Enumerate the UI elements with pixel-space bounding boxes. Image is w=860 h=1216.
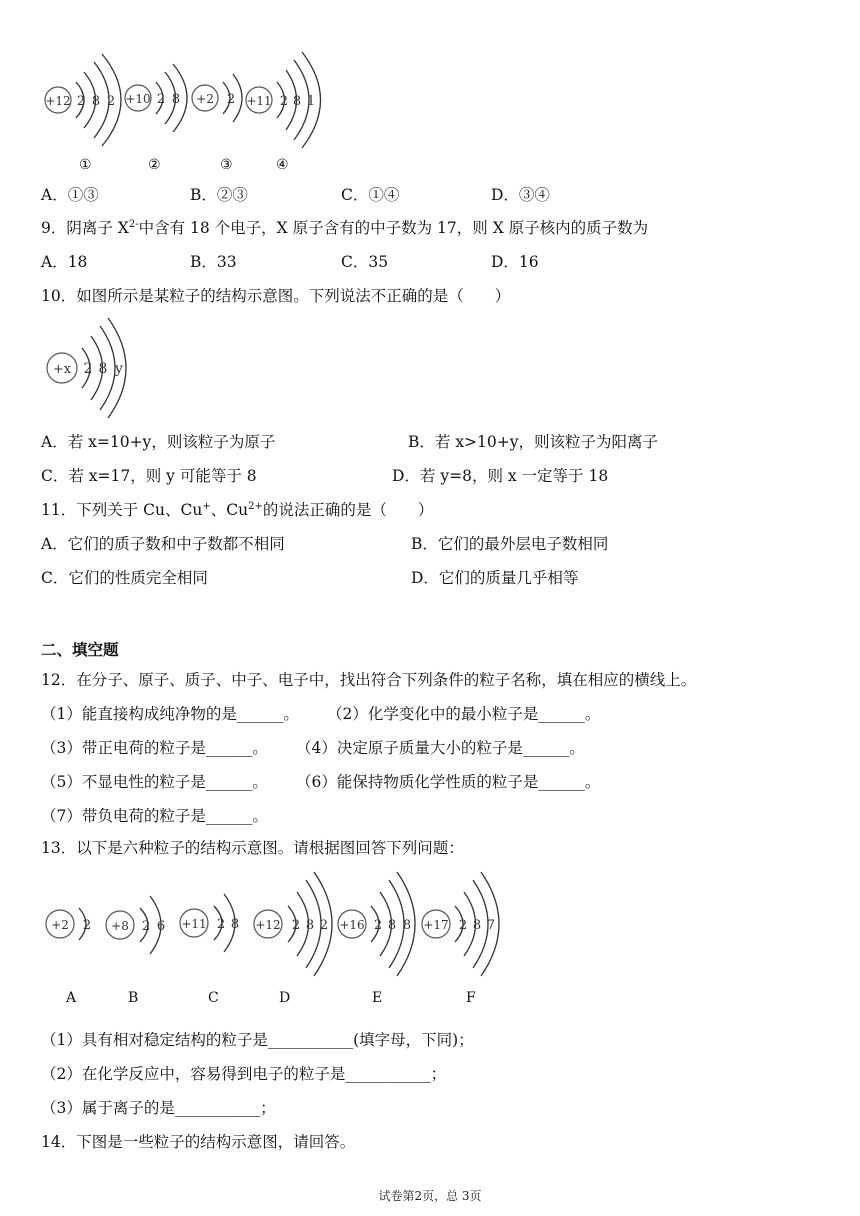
svg-text:2: 2 bbox=[458, 918, 468, 933]
svg-text:8: 8 bbox=[91, 94, 101, 109]
figure-label-4: ④ bbox=[276, 157, 289, 173]
q12-item-7: （7）带负电荷的粒子是______。 bbox=[41, 807, 268, 825]
q13-diagram-a bbox=[45, 902, 95, 946]
svg-text:8: 8 bbox=[171, 92, 181, 107]
atom-diagram-1 bbox=[44, 60, 114, 144]
q13-question-1: （1）具有相对稳定结构的粒子是___________(填字母，下同)； bbox=[41, 1031, 474, 1049]
q11-stem bbox=[41, 500, 433, 520]
q13-label-a: A bbox=[66, 990, 77, 1006]
svg-text:8: 8 bbox=[402, 918, 412, 933]
q9-charge: 2- bbox=[128, 218, 139, 230]
q13-question-3: （3）属于离子的是___________； bbox=[41, 1099, 276, 1117]
q11-charge-1: + bbox=[202, 500, 211, 512]
svg-text:8: 8 bbox=[230, 917, 240, 932]
q12-stem: 12．在分子、原子、质子、中子、电子中，找出符合下列条件的粒子名称，填在相应的横线上。 bbox=[41, 671, 697, 689]
svg-text:8: 8 bbox=[305, 918, 315, 933]
q8-option-b[interactable]: B．②③ bbox=[190, 186, 248, 204]
q13-question-2: （2）在化学反应中，容易得到电子的粒子是___________； bbox=[41, 1065, 447, 1083]
svg-text:+8: +8 bbox=[111, 919, 129, 933]
q8-option-d[interactable]: D．③④ bbox=[491, 186, 550, 204]
q9-option-b[interactable]: B．33 bbox=[190, 253, 237, 271]
svg-text:1: 1 bbox=[306, 94, 316, 109]
q11-option-b[interactable]: B．它们的最外层电子数相同 bbox=[411, 535, 609, 553]
q13-diagram-d bbox=[252, 876, 332, 972]
svg-text:8: 8 bbox=[387, 918, 397, 933]
q9-stem bbox=[41, 218, 648, 238]
svg-text:2: 2 bbox=[156, 92, 166, 107]
svg-text:2: 2 bbox=[279, 94, 289, 109]
q13-diagram-c bbox=[178, 888, 248, 958]
q11-stem-post: 的说法正确的是（ ） bbox=[262, 501, 434, 519]
q13-label-c: C bbox=[208, 990, 219, 1006]
svg-text:+2: +2 bbox=[51, 918, 69, 932]
q12-item-5: （5）不显电性的粒子是______。 bbox=[41, 773, 268, 791]
q10-option-a[interactable]: A．若 x=10+y，则该粒子为原子 bbox=[41, 433, 276, 451]
figure-label-2: ② bbox=[148, 157, 161, 173]
q12-item-4: （4）决定原子质量大小的粒子是______。 bbox=[296, 739, 585, 757]
atom-diagram-2 bbox=[123, 68, 183, 128]
svg-text:8: 8 bbox=[472, 918, 482, 933]
svg-text:+11: +11 bbox=[246, 94, 272, 108]
q11-option-d[interactable]: D．它们的质量几乎相等 bbox=[411, 569, 579, 587]
svg-text:+11: +11 bbox=[181, 917, 207, 931]
svg-text:+16: +16 bbox=[339, 918, 365, 932]
q9-stem-post: 中含有 18 个电子，X 原子含有的中子数为 17，则 X 原子核内的质子数为 bbox=[138, 219, 649, 237]
q10-option-b[interactable]: B．若 x>10+y，则该粒子为阳离子 bbox=[408, 433, 659, 451]
q14-stem: 14．下图是一些粒子的结构示意图，请回答。 bbox=[41, 1133, 356, 1151]
atom-diagram-3 bbox=[191, 76, 241, 120]
svg-text:2: 2 bbox=[83, 361, 93, 377]
svg-text:2: 2 bbox=[82, 918, 92, 933]
q13-label-f: F bbox=[466, 990, 476, 1006]
q13-stem: 13．以下是六种粒子的结构示意图。请根据图回答下列问题： bbox=[41, 839, 464, 857]
svg-text:+2: +2 bbox=[196, 92, 214, 106]
svg-text:2: 2 bbox=[76, 94, 86, 109]
q12-item-3: （3）带正电荷的粒子是______。 bbox=[41, 739, 268, 757]
q11-option-a[interactable]: A．它们的质子数和中子数都不相同 bbox=[41, 535, 285, 553]
q10-particle-diagram bbox=[44, 318, 134, 418]
q9-stem-pre: 9．阴离子 X bbox=[41, 219, 129, 237]
svg-text:2: 2 bbox=[106, 94, 116, 109]
q13-label-d: D bbox=[279, 990, 291, 1006]
q12-item-2: （2）化学变化中的最小粒子是______。 bbox=[327, 705, 601, 723]
q12-item-1: （1）能直接构成纯净物的是______。 bbox=[41, 705, 299, 723]
figure-label-3: ③ bbox=[220, 157, 233, 173]
q13-label-e: E bbox=[372, 990, 383, 1006]
q11-charge-2: 2+ bbox=[248, 500, 263, 512]
page-footer: 试卷第2页，总 3页 bbox=[378, 1189, 482, 1203]
svg-text:2: 2 bbox=[141, 919, 151, 934]
svg-text:+17: +17 bbox=[423, 918, 449, 932]
q13-diagram-b bbox=[104, 890, 174, 960]
q11-stem-pre: 11．下列关于 Cu、Cu bbox=[41, 501, 203, 519]
q8-option-c[interactable]: C．①④ bbox=[341, 186, 400, 204]
figure-label-1: ① bbox=[79, 157, 92, 173]
svg-text:8: 8 bbox=[292, 94, 302, 109]
svg-text:+12: +12 bbox=[45, 94, 71, 108]
q10-option-d[interactable]: D．若 y=8，则 x 一定等于 18 bbox=[392, 467, 609, 485]
q12-item-6: （6）能保持物质化学性质的粒子是______。 bbox=[296, 773, 601, 791]
svg-text:6: 6 bbox=[156, 919, 166, 934]
q13-label-b: B bbox=[128, 990, 139, 1006]
svg-text:8: 8 bbox=[98, 361, 108, 377]
svg-text:2: 2 bbox=[373, 918, 383, 933]
q9-option-a[interactable]: A．18 bbox=[41, 253, 88, 271]
q13-diagram-e bbox=[336, 876, 416, 972]
q9-option-d[interactable]: D．16 bbox=[491, 253, 539, 271]
svg-text:+10: +10 bbox=[125, 92, 151, 106]
q9-option-c[interactable]: C．35 bbox=[341, 253, 389, 271]
svg-text:+12: +12 bbox=[255, 918, 281, 932]
svg-text:y: y bbox=[115, 361, 123, 377]
svg-text:7: 7 bbox=[486, 918, 496, 933]
svg-text:2: 2 bbox=[216, 917, 226, 932]
section-heading: 二、填空题 bbox=[41, 640, 119, 659]
q10-option-c[interactable]: C．若 x=17，则 y 可能等于 8 bbox=[41, 467, 257, 485]
q10-stem: 10．如图所示是某粒子的结构示意图。下列说法不正确的是（ ） bbox=[41, 287, 511, 305]
svg-text:+x: +x bbox=[52, 362, 72, 377]
svg-text:2: 2 bbox=[291, 918, 301, 933]
svg-text:2: 2 bbox=[319, 918, 329, 933]
q8-option-a[interactable]: A．①③ bbox=[41, 186, 99, 204]
q11-option-c[interactable]: C．它们的性质完全相同 bbox=[41, 569, 208, 587]
q13-diagram-f bbox=[420, 876, 500, 972]
q11-stem-mid: 、Cu bbox=[210, 501, 249, 519]
svg-text:2: 2 bbox=[226, 92, 236, 107]
atom-diagram-4 bbox=[244, 60, 324, 144]
